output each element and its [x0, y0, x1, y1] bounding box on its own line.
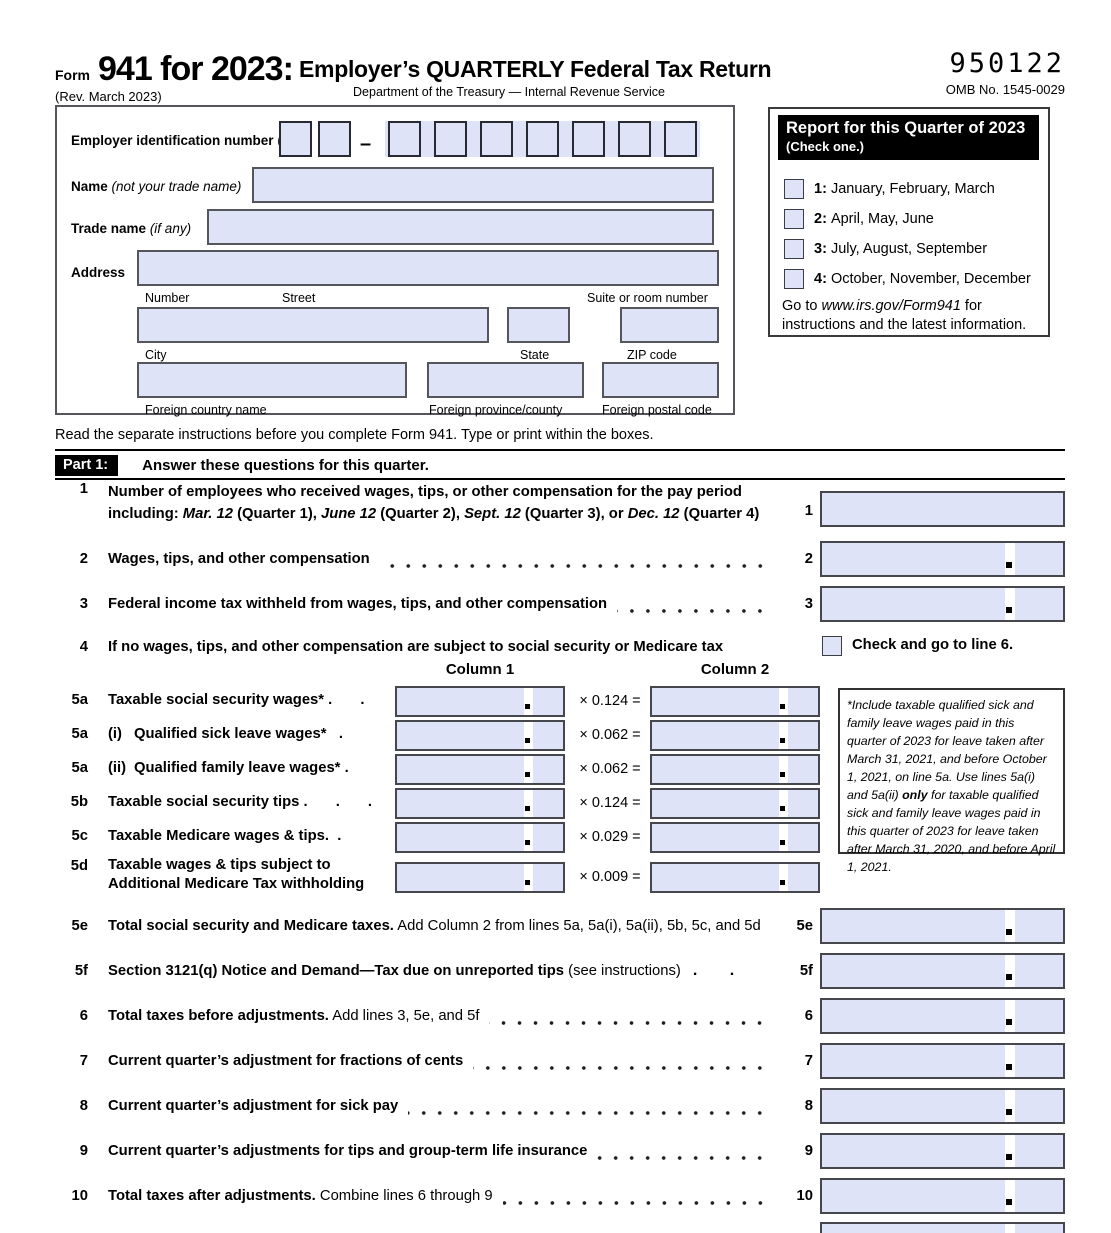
address-input[interactable]	[137, 250, 719, 286]
quarter-box-subtitle: (Check one.)	[786, 139, 865, 154]
line-5a-label: Taxable social security wages* . .	[108, 692, 377, 708]
ein-digit-box[interactable]	[434, 121, 467, 157]
line-1-number: 1	[79, 481, 88, 497]
divider	[55, 449, 1065, 451]
line-5ai-col2-field[interactable]	[650, 720, 820, 751]
ein-group-2	[385, 121, 700, 157]
dot-leader	[617, 608, 773, 614]
line-5f-row	[55, 953, 1065, 989]
decimal-point	[1006, 562, 1012, 568]
line-5b-col2-field[interactable]	[650, 788, 820, 819]
cents-divider	[1005, 910, 1015, 942]
cents-divider	[1005, 1224, 1015, 1233]
form-revision: (Rev. March 2023)	[55, 89, 162, 104]
line-5e-number: 5e	[71, 918, 88, 934]
dot-leader	[408, 1110, 773, 1116]
foreign-country-input[interactable]	[137, 362, 407, 398]
line-5aii-label: (ii) Qualified family leave wages* .	[108, 760, 361, 776]
cents-divider	[1005, 543, 1015, 575]
line-5aii-multiplier: × 0.062 =	[579, 761, 641, 777]
line-7-text: Current quarter’s adjustment for fractions of cents	[108, 1053, 464, 1069]
cents-divider	[779, 756, 788, 783]
line-5e-box-number: 5e	[796, 918, 813, 934]
suite-sublabel: Suite or room number	[587, 291, 708, 305]
foreign-postal-sublabel: Foreign postal code	[602, 403, 712, 417]
ein-digit-box[interactable]	[318, 121, 351, 157]
ein-digit-box[interactable]	[279, 121, 312, 157]
address-label: Address	[71, 265, 126, 280]
dot-leader: . .	[692, 962, 749, 979]
line-5c-multiplier: × 0.029 =	[579, 829, 641, 845]
ein-digit-box[interactable]	[664, 121, 697, 157]
dot-leader	[503, 1200, 773, 1206]
dot-leader	[489, 1020, 773, 1026]
quarter-2-number: 2:	[814, 211, 827, 227]
foreign-province-input[interactable]	[427, 362, 584, 398]
quarter-box-header	[778, 115, 1039, 160]
line-8-amount-field[interactable]	[820, 1088, 1065, 1124]
goto-instructions: Go to www.irs.gov/Form941 for instructions and the latest information.	[782, 298, 1027, 333]
line-9-row	[55, 1133, 1065, 1169]
dot-leader	[597, 1155, 773, 1161]
cents-divider	[524, 756, 533, 783]
name-label: Name (not your trade name)	[71, 179, 242, 194]
line-6-box-number: 6	[804, 1008, 813, 1024]
line-3-row	[55, 586, 1065, 622]
line-8-number: 8	[79, 1098, 88, 1114]
decimal-point	[525, 704, 530, 709]
quarter-4-number: 4:	[814, 271, 827, 287]
read-instructions-note: Read the separate instructions before you complete Form 941. Type or print within the boxes.	[55, 427, 654, 443]
cents-divider	[524, 824, 533, 851]
line-5aii-col2-field[interactable]	[650, 754, 820, 785]
part1-title: Answer these questions for this quarter.	[142, 456, 429, 474]
decimal-point	[780, 738, 785, 743]
line-7-number: 7	[79, 1053, 88, 1069]
cents-divider	[524, 722, 533, 749]
ocr-code: 950122	[949, 48, 1065, 79]
quarter-box-title: Report for this Quarter of 2023	[786, 119, 1026, 137]
line-6-number: 6	[79, 1008, 88, 1024]
line-9-number: 9	[79, 1143, 88, 1159]
line-5a-number: 5a	[71, 692, 88, 708]
line-10-row	[55, 1178, 1065, 1214]
decimal-point	[1006, 1199, 1012, 1205]
spacer	[758, 975, 773, 981]
cents-divider	[779, 790, 788, 817]
ein-group-1	[279, 121, 351, 157]
line-4-row	[55, 634, 1065, 660]
line-5b-col1-field[interactable]	[395, 788, 565, 819]
line-5f-number: 5f	[74, 963, 88, 979]
line-5ai-col1-field[interactable]	[395, 720, 565, 751]
quarter-option-3	[784, 239, 987, 259]
decimal-point	[780, 880, 785, 885]
cents-divider	[524, 688, 533, 715]
line-7-amount-field[interactable]	[820, 1043, 1065, 1079]
line-5e-row	[55, 908, 1065, 944]
irs-form941-link[interactable]: www.irs.gov/Form941	[821, 298, 961, 314]
line-5d-multiplier: × 0.009 =	[579, 869, 641, 885]
quarter-option-4	[784, 269, 1031, 289]
cents-divider	[524, 864, 533, 891]
line-10-amount-field[interactable]	[820, 1178, 1065, 1214]
cents-divider	[1005, 1045, 1015, 1077]
name-input[interactable]	[252, 167, 714, 203]
line-4-text: If no wages, tips, and other compensation are subject to social security or Medicare tax	[108, 639, 724, 655]
ein-digit-box[interactable]	[572, 121, 605, 157]
line-7-box-number: 7	[804, 1053, 813, 1069]
line-5b-number: 5b	[70, 794, 88, 810]
line-2-row	[55, 541, 1065, 577]
line-5aii-col1-field[interactable]	[395, 754, 565, 785]
line-5d-col2-field[interactable]	[650, 862, 820, 893]
line-1-count-field[interactable]	[820, 491, 1065, 527]
line-4-check-label: Check and go to line 6.	[852, 637, 1014, 653]
line-3-box-number: 3	[804, 596, 813, 612]
decimal-point	[525, 806, 530, 811]
ein-digit-box[interactable]	[618, 121, 651, 157]
divider	[55, 478, 1065, 480]
line-5f-amount-field[interactable]	[820, 953, 1065, 989]
trade-name-input[interactable]	[207, 209, 714, 245]
quarter-4-checkbox[interactable]	[784, 269, 804, 289]
line-6-amount-field[interactable]	[820, 998, 1065, 1034]
decimal-point	[1006, 929, 1012, 935]
line-5b-label: Taxable social security tips . . .	[108, 794, 385, 810]
line-8-box-number: 8	[804, 1098, 813, 1114]
cents-divider	[1005, 1135, 1015, 1167]
street-sublabel: Street	[282, 291, 316, 305]
line-3-amount-field[interactable]	[820, 586, 1065, 622]
ein-dash: –	[360, 133, 372, 155]
line-1-text: Number of employees who received wages, tips, or other compensation for the pay period including: Mar. 12 (Quarter 1), June 12 (Quarter 2), Sept. 12 (Quarter 3), or Dec. 12 (Quarter 4)	[108, 484, 760, 522]
quarter-1-number: 1:	[814, 181, 827, 197]
line-7-row	[55, 1043, 1065, 1079]
cents-divider	[1005, 955, 1015, 987]
quarter-2-label: April, May, June	[830, 211, 934, 227]
quarter-3-checkbox[interactable]	[784, 239, 804, 259]
quarter-select-box	[768, 107, 1050, 337]
line-5c-label: Taxable Medicare wages & tips. .	[108, 828, 354, 844]
line-5ai-multiplier: × 0.062 =	[579, 727, 641, 743]
foreign-country-sublabel: Foreign country name	[145, 403, 267, 417]
quarter-option-2	[784, 209, 934, 229]
line-5d-number: 5d	[70, 858, 88, 874]
line-8-row	[55, 1088, 1065, 1124]
ein-digit-box[interactable]	[526, 121, 559, 157]
decimal-point	[1006, 1019, 1012, 1025]
line-11-amount-field[interactable]	[820, 1222, 1065, 1233]
decimal-point	[1006, 607, 1012, 613]
quarter-4-label: October, November, December	[830, 271, 1031, 287]
line-5f-box-number: 5f	[799, 963, 813, 979]
line-5b-multiplier: × 0.124 =	[579, 795, 641, 811]
cents-divider	[779, 864, 788, 891]
quarter-2-checkbox[interactable]	[784, 209, 804, 229]
line-2-amount-field[interactable]	[820, 541, 1065, 577]
form-number: 941 for 2023:	[98, 50, 293, 88]
line-2-box-number: 2	[804, 551, 813, 567]
line-5ai-number: 5a	[71, 726, 88, 742]
dot-leader	[380, 563, 773, 569]
decimal-point	[780, 806, 785, 811]
decimal-point	[1006, 1064, 1012, 1070]
cents-divider	[524, 790, 533, 817]
line-5a-col2-field[interactable]	[650, 686, 820, 717]
line-4-checkbox[interactable]	[822, 636, 842, 656]
form-code-block	[946, 48, 1065, 97]
city-input[interactable]	[137, 307, 489, 343]
cents-divider	[779, 722, 788, 749]
cents-divider	[1005, 1180, 1015, 1212]
line-4-number: 4	[79, 639, 88, 655]
quarter-option-1	[784, 179, 995, 199]
line-9-text: Current quarter’s adjustments for tips and group-term life insurance	[108, 1143, 588, 1159]
decimal-point	[780, 704, 785, 709]
line-1-box-number: 1	[804, 503, 813, 519]
zip-input[interactable]	[620, 307, 719, 343]
line-5c-number: 5c	[71, 828, 88, 844]
line-5d-col1-field[interactable]	[395, 862, 565, 893]
line-5e-amount-field[interactable]	[820, 908, 1065, 944]
part1-badge: Part 1:	[55, 455, 118, 476]
decimal-point	[1006, 974, 1012, 980]
line-6-text: Total taxes before adjustments. Add lines 3, 5e, and 5f	[108, 1008, 480, 1024]
form-title-block	[299, 56, 859, 99]
cents-divider	[779, 688, 788, 715]
employer-info-box	[55, 105, 735, 415]
decimal-point	[525, 880, 530, 885]
line-5f-text: Section 3121(q) Notice and Demand—Tax due on unreported tips (see instructions)	[108, 963, 681, 979]
line-5c-col1-field[interactable]	[395, 822, 565, 853]
line-5a-col1-field[interactable]	[395, 686, 565, 717]
line-1-row	[55, 481, 1065, 539]
line-9-amount-field[interactable]	[820, 1133, 1065, 1169]
decimal-point	[1006, 1154, 1012, 1160]
zip-sublabel: ZIP code	[627, 348, 677, 362]
quarter-1-label: January, February, March	[830, 181, 995, 197]
decimal-point	[1006, 1109, 1012, 1115]
line-5a-multiplier: × 0.124 =	[579, 693, 641, 709]
decimal-point	[525, 772, 530, 777]
line-5aii-number: 5a	[71, 760, 88, 776]
ein-digit-box[interactable]	[388, 121, 421, 157]
spacer	[771, 930, 773, 936]
cents-divider	[1005, 1000, 1015, 1032]
line-5d-label: Taxable wages & tips subject to Additional Medicare Tax withholding	[108, 857, 365, 892]
line-5ai-label: (i) Qualified sick leave wages* .	[108, 726, 355, 742]
line-10-text: Total taxes after adjustments. Combine lines 6 through 9	[108, 1188, 493, 1204]
page-title: Employer’s QUARTERLY Federal Tax Return	[299, 56, 772, 82]
line-9-box-number: 9	[804, 1143, 813, 1159]
state-input[interactable]	[507, 307, 570, 343]
cents-divider	[1005, 1090, 1015, 1122]
state-sublabel: State	[520, 348, 550, 362]
foreign-province-sublabel: Foreign province/county	[429, 403, 563, 417]
line-2-text: Wages, tips, and other compensation	[108, 551, 370, 567]
part1-header	[55, 454, 1065, 476]
city-sublabel: City	[145, 348, 167, 362]
department-line: Department of the Treasury — Internal Revenue Service	[353, 85, 665, 99]
form-identity	[55, 50, 293, 104]
column-1-header: Column 1	[445, 661, 515, 678]
cents-divider	[779, 824, 788, 851]
quarter-3-number: 3:	[814, 241, 827, 257]
decimal-point	[525, 840, 530, 845]
form-word: Form	[55, 67, 90, 83]
line-5d-row	[55, 857, 1065, 902]
number-sublabel: Number	[145, 291, 190, 305]
line-6-row	[55, 998, 1065, 1034]
line-5a-footnote: *Include taxable qualified sick and family leave wages paid in this quarter of 2023 for leave taken after March 31, 2021, and before October 1, 2021, on line 5a. Use lines 5a(i) and 5a(ii) only for taxable qualified sick and family leave wages paid in this quarter of 2023 for leave taken after March 31, 2020, and before April 1, 2021.	[838, 688, 1065, 854]
line-5c-col2-field[interactable]	[650, 822, 820, 853]
line-3-number: 3	[79, 596, 88, 612]
line-2-number: 2	[79, 551, 88, 567]
dot-leader	[473, 1065, 773, 1071]
line-5e-text: Total social security and Medicare taxes. Add Column 2 from lines 5a, 5a(i), 5a(ii), 5b, 5c, and 5d	[108, 918, 761, 934]
ein-label: Employer identification number	[71, 133, 274, 148]
line-3-text: Federal income tax withheld from wages, tips, and other compensation	[108, 596, 608, 612]
line-8-text: Current quarter’s adjustment for sick pay	[108, 1098, 399, 1114]
trade-name-label: Trade name (if any)	[71, 221, 192, 236]
cents-divider	[1005, 588, 1015, 620]
decimal-point	[780, 840, 785, 845]
line-10-box-number: 10	[796, 1188, 813, 1204]
ein-digit-box[interactable]	[480, 121, 513, 157]
decimal-point	[780, 772, 785, 777]
decimal-point	[525, 738, 530, 743]
line-10-number: 10	[71, 1188, 88, 1204]
foreign-postal-input[interactable]	[602, 362, 719, 398]
column-2-header: Column 2	[700, 661, 770, 678]
omb-number: OMB No. 1545-0029	[945, 82, 1065, 97]
quarter-3-label: July, August, September	[830, 241, 988, 257]
quarter-1-checkbox[interactable]	[784, 179, 804, 199]
